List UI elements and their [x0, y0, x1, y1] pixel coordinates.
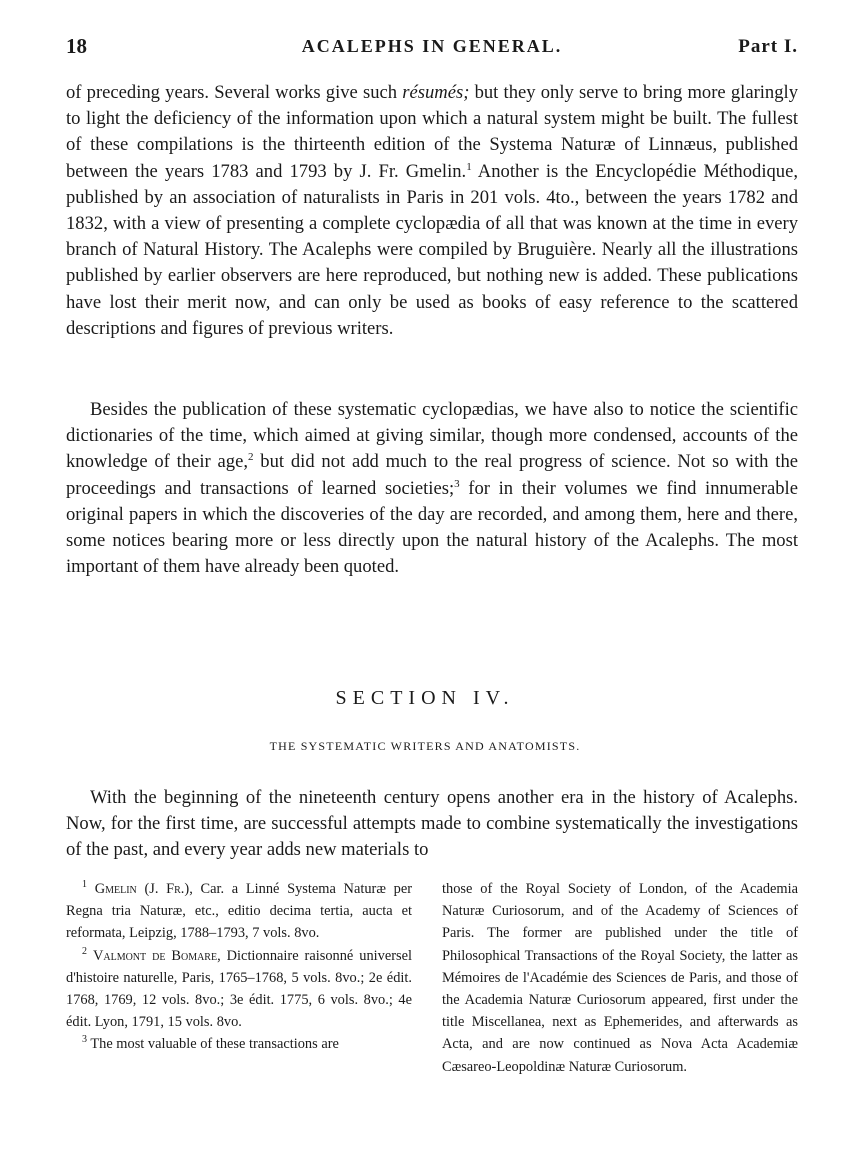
footnote-3-text-start: The most valuable of these transactions are: [87, 1036, 339, 1053]
footnote-1-text: Car. a Linné Systema Naturæ per Regna tria Naturæ, etc., editio decima tertia, aucta et reformata, Leipzig, 1788–1793, 7 vols. 8vo.: [66, 881, 412, 942]
paragraph-3-text: With the beginning of the nineteenth century opens another era in the history of Acalephs. Now, for the first time, are successful attempts made to combine systematically the investigations of the past, and every year adds new materials to: [66, 787, 798, 861]
paragraph-1-italic: résumés;: [402, 82, 470, 103]
section-subheading: THE SYSTEMATIC WRITERS AND ANATOMISTS.: [269, 739, 581, 753]
footnote-ref-1: 1: [466, 160, 472, 173]
footnote-2-author: Valmont de Bomare,: [92, 947, 221, 964]
page-number: 18: [66, 34, 87, 58]
paragraph-1: [66, 80, 798, 342]
part-label: Part I.: [738, 36, 798, 57]
footnote-1-author: Gmelin (J. Fr.),: [94, 881, 193, 897]
footnote-3-continued: those of the Royal Society of London, of the Academia Naturæ Curiosorum, and of the Academy of Sciences of Paris. The former are published under the title of Philosophical Transactions of the Royal Society, the latter as Mémoires de l'Académie des Sciences de Paris, and those of the Academia Naturæ Curiosorum appeared, first under the title Miscellanea, next as Ephemerides, and afterwards as Acta, and are now continued as Nova Acta Academiæ Cæsareo-Leopoldinæ Naturæ Curiosorum.: [442, 881, 798, 1075]
page-header: [66, 34, 798, 64]
footnotes-left-column: [66, 878, 412, 1056]
paragraph-2: [66, 397, 798, 580]
paragraph-1-text-b: but they only serve to bring more glaringly to light the deficiency of the information upon which a natural system might be built. The fullest of these compilations is the thirteenth edition of the Systema Naturæ of Linnæus, published between the years 1783 and 1793 by J. Fr. Gmelin.: [66, 82, 798, 182]
footnote-2-text: Dictionnaire raisonné universel d'histoire naturelle, Paris, 1765–1768, 5 vols. 8vo.; 2e édit. 1768, 1769, 12 vols. 8vo.; 3e édit. 1775, 6 vols. 8vo.; 4e édit. Lyon, 1791, 15 vols. 8vo.: [66, 947, 412, 1031]
paragraph-2-text-a: Besides the publication of these systematic cyclopædias, we have also to notice the scientific dictionaries of the time, which aimed at giving similar, though more condensed, accounts of the knowledge of their age,: [66, 399, 798, 473]
footnote-2: [66, 945, 412, 1034]
footnote-1-mark: 1: [82, 879, 87, 891]
paragraph-2-text-b: but did not add much to the real progress of science. Not so with the proceedings and transactions of learned societies;: [66, 451, 798, 499]
section-heading: SECTION IV.: [335, 687, 515, 709]
paragraph-2-text-c: for in their volumes we find innumerable original papers in which the discoveries of the day are recorded, and among them, here and there, some notices bearing more or less directly upon the natural history of the Acalephs. The most important of them have already been quoted.: [66, 477, 798, 578]
footnote-3-mark: 3: [82, 1034, 87, 1046]
footnote-ref-3: 3: [454, 477, 460, 490]
running-title: ACALEPHS IN GENERAL.: [301, 36, 563, 56]
paragraph-1-text-a: of preceding years. Several works give such: [66, 82, 403, 103]
footnote-1: [66, 878, 412, 945]
paragraph-3: [66, 785, 798, 864]
footnote-ref-2: 2: [248, 451, 254, 464]
paragraph-1-text-c: Another is the Encyclopédie Méthodique, published by an association of naturalists in Paris in 201 vols. 4to., between the years 1782 and 1832, with a view of presenting a complete cyclopædia of all that was known at the time in every branch of Natural History. The Acalephs were compiled by Bruguière. Nearly all the illustrations published by earlier observers are here reproduced, but nothing new is added. These publications have lost their merit now, and can only be used as books of easy reference to the scattered descriptions and figures of previous writers.: [66, 160, 798, 339]
footnote-2-mark: 2: [82, 945, 87, 957]
footnote-3: [66, 1033, 412, 1055]
footnotes-right-column: [442, 878, 798, 1078]
